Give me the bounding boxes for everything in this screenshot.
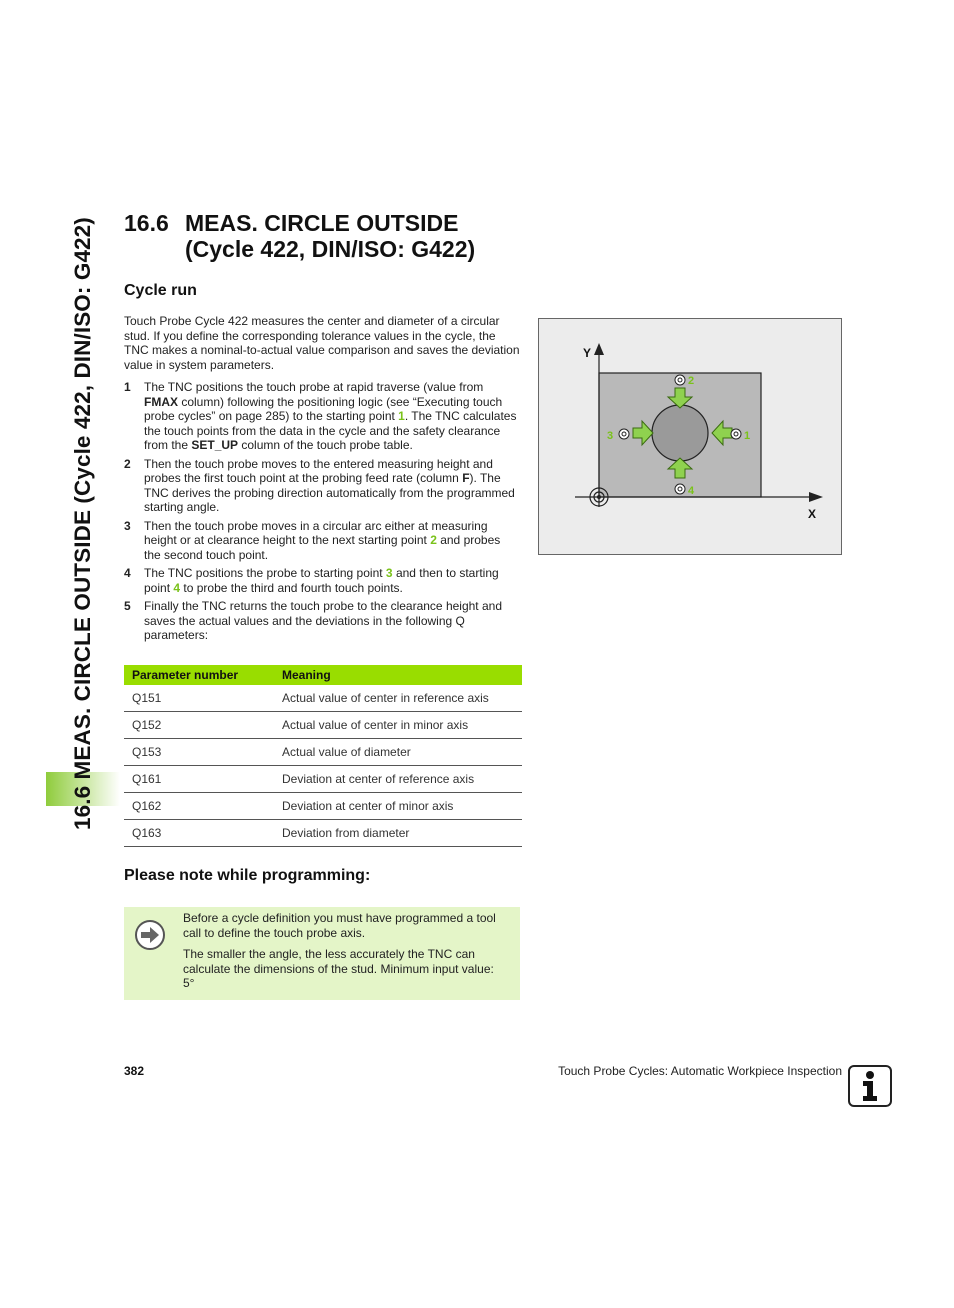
table-cell: Actual value of center in reference axis xyxy=(274,685,522,712)
note-paragraph: The smaller the angle, the less accurately the TNC can calculate the dimensions of the stud. Minimum input value: 5° xyxy=(183,947,494,990)
point-label-3: 3 xyxy=(607,430,614,442)
table-row xyxy=(124,820,522,847)
list-item xyxy=(124,566,520,595)
cycle-steps-list xyxy=(124,380,520,647)
section-title xyxy=(124,210,475,262)
x-axis-label: X xyxy=(808,507,817,521)
probe-diagram xyxy=(538,318,842,555)
step-text: The TNC positions the touch probe at rapid traverse (value from FMAX column) following the positioning logic (see “Executing touch probe cycles” on page 285) to the starting point 1. The TNC calculates the touch points from the data in the cycle and the safety clearance from the SET_UP column of the touch probe table. xyxy=(144,380,517,452)
point-label-4: 4 xyxy=(688,485,695,497)
arrow-right-icon xyxy=(134,919,166,956)
column-header: Parameter number xyxy=(124,665,274,685)
step-text: Then the touch probe moves to the entered measuring height and probes the first touch point at the probing feed rate (column F). The TNC derives the probing direction automatically from the programmed starting angle. xyxy=(144,456,515,514)
list-item xyxy=(124,599,520,643)
table-cell: Deviation from diameter xyxy=(274,820,522,847)
x-axis-arrow-icon xyxy=(809,492,823,502)
programming-heading: Please note while programming: xyxy=(124,867,371,884)
touch-point-1-icon xyxy=(731,429,741,439)
table-header-row xyxy=(124,665,522,685)
list-item xyxy=(124,380,520,453)
table-cell: Q151 xyxy=(124,685,274,712)
note-paragraph: Before a cycle definition you must have programmed a tool call to define the touch probe axis. xyxy=(183,911,496,940)
cycle-run-heading: Cycle run xyxy=(124,282,197,299)
section-title-line2: (Cycle 422, DIN/ISO: G422) xyxy=(185,236,476,262)
section-number: 16.6 xyxy=(124,210,169,236)
step-number: 3 xyxy=(124,518,131,533)
table-row xyxy=(124,793,522,820)
touch-point-2-icon xyxy=(675,375,685,385)
column-header: Meaning xyxy=(274,665,522,685)
step-text: Then the touch probe moves in a circular arc either at measuring height or at clearance height to the next starting point 2 and probes the second touch point. xyxy=(144,518,501,562)
table-cell: Q161 xyxy=(124,766,274,793)
step-text: The TNC positions the probe to starting point 3 and then to starting point 4 to probe the third and fourth touch points. xyxy=(144,566,499,595)
info-icon xyxy=(848,1065,892,1107)
cycle-run-intro: Touch Probe Cycle 422 measures the center and diameter of a circular stud. If you define the corresponding tolerance values in the cycle, the TNC makes a nominal-to-actual value comparison and saves the deviation value in system parameters. xyxy=(124,314,520,372)
table-cell: Q152 xyxy=(124,712,274,739)
note-text xyxy=(183,911,508,998)
table-cell: Q153 xyxy=(124,739,274,766)
step-number: 4 xyxy=(124,566,131,580)
list-item xyxy=(124,519,520,563)
running-footer-title: Touch Probe Cycles: Automatic Workpiece Inspection xyxy=(558,1064,842,1078)
touch-point-4-icon xyxy=(675,484,685,494)
step-number: 1 xyxy=(124,380,131,394)
table-cell: Deviation at center of minor axis xyxy=(274,793,522,820)
q-parameter-table xyxy=(124,665,522,847)
table-cell: Q162 xyxy=(124,793,274,820)
y-axis-arrow-icon xyxy=(594,343,604,355)
list-item xyxy=(124,457,520,515)
table-cell: Q163 xyxy=(124,820,274,847)
step-text: Finally the TNC returns the touch probe to the clearance height and saves the actual values and the deviations in the following Q parameters: xyxy=(144,599,502,642)
table-cell: Actual value of diameter xyxy=(274,739,522,766)
touch-point-3-icon xyxy=(619,429,629,439)
table-row xyxy=(124,685,522,712)
table-cell: Actual value of center in minor axis xyxy=(274,712,522,739)
table-row xyxy=(124,712,522,739)
table-row xyxy=(124,739,522,766)
step-number: 2 xyxy=(124,456,131,471)
step-number: 5 xyxy=(124,599,131,613)
y-axis-label: Y xyxy=(583,346,592,360)
point-label-1: 1 xyxy=(744,430,751,442)
note-box xyxy=(124,907,520,1000)
side-running-title: 16.6 MEAS. CIRCLE OUTSIDE (Cycle 422, DIN/ISO: G422) xyxy=(70,217,95,830)
table-row xyxy=(124,766,522,793)
section-title-line1: MEAS. CIRCLE OUTSIDE xyxy=(185,210,459,236)
page-number: 382 xyxy=(124,1064,145,1078)
table-cell: Deviation at center of reference axis xyxy=(274,766,522,793)
point-label-2: 2 xyxy=(688,375,695,387)
stud-circle xyxy=(652,405,708,461)
